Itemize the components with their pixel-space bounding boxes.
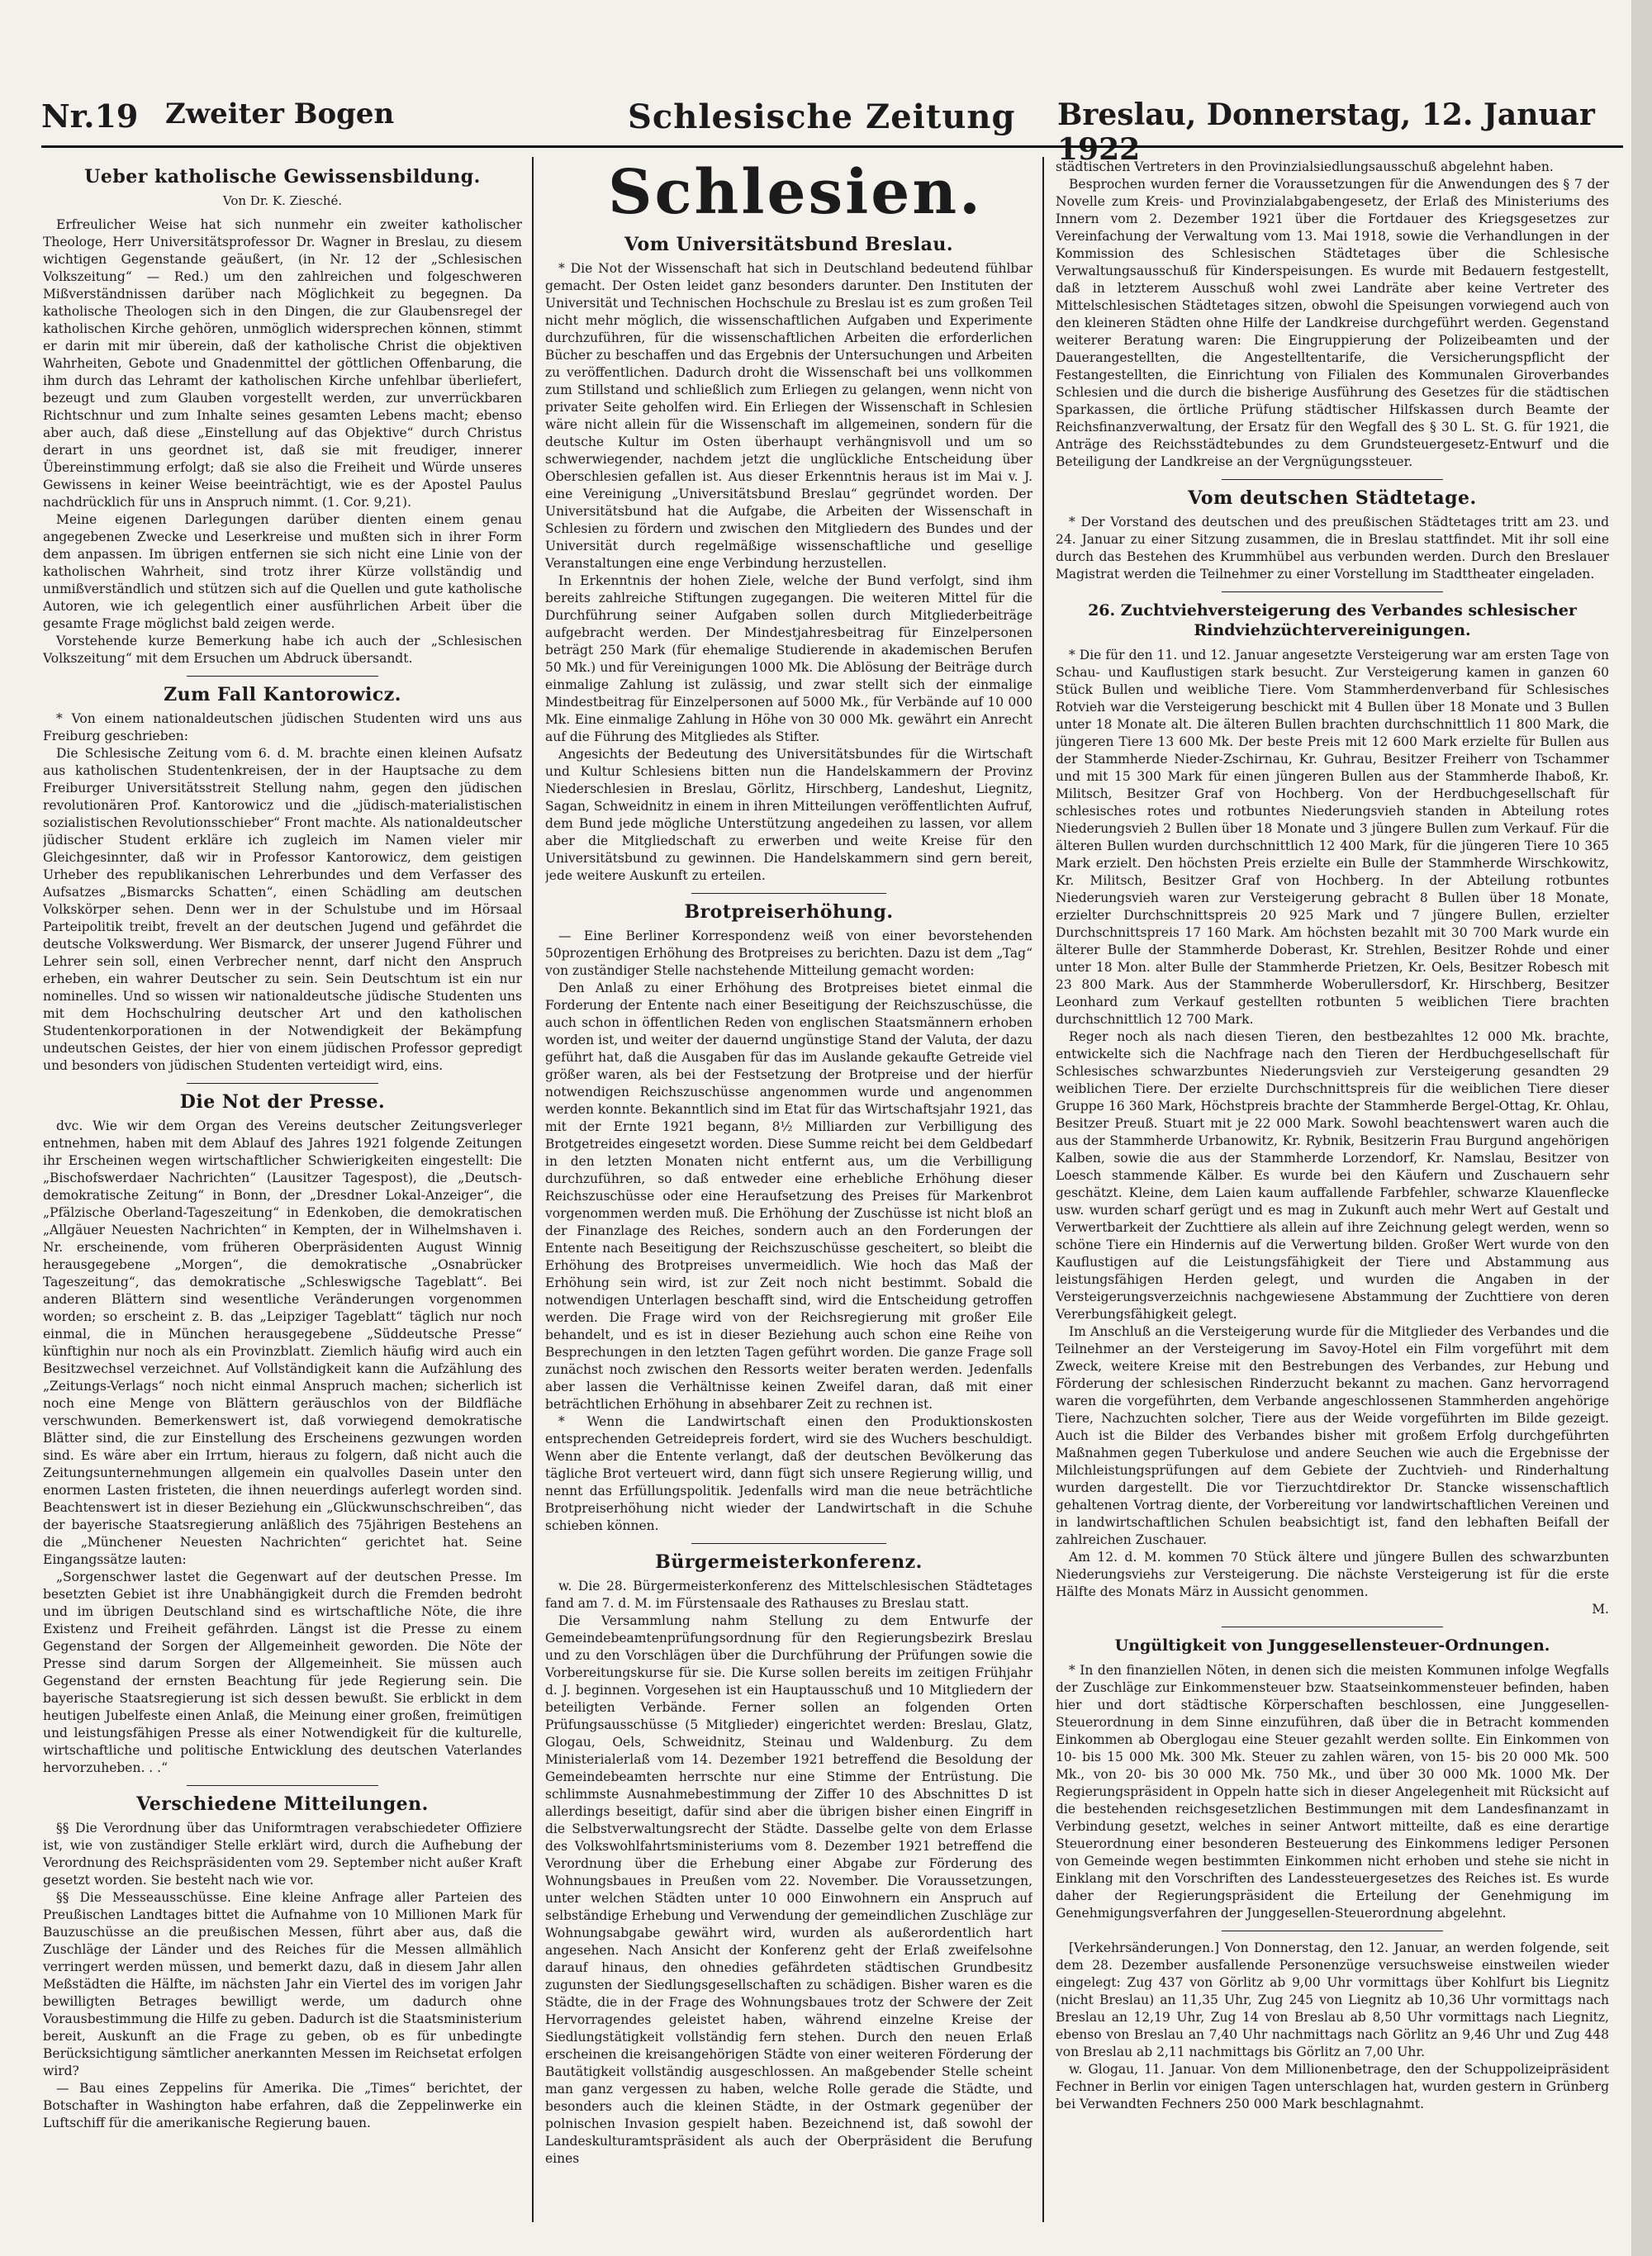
column-3 xyxy=(1056,159,1609,2232)
paragraph: In Erkenntnis der hohen Ziele, welche der Bund verfolgt, sind ihm bereits zahlreiche Stiftungen zugegangen. Die weiteren Mittel für die Durchführung seiner Aufgaben sollen durch Mitgliederbeiträge aufgebracht werden. Der Mindestjahresbeitrag für Einzelpersonen beträgt 250 Mark (für ehemalige Studierende in akademischen Berufen 50 Mk.) und für Vereinigungen 1000 Mk. Die Ablösung der Beiträge durch einmalige Zahlung ist zulässig, und zwar stellt sich der einmalige Mindestbeitrag für Einzelpersonen auf 5000 Mk., für Verbände auf 10 000 Mk. Eine einmalige Zahlung in Höhe von 30 000 Mk. gewährt ein Anrecht auf die Führung des Mitgliedes als Stifter. xyxy=(545,573,1032,744)
paragraph-glogau: w. Glogau, 11. Januar. Von dem Millionenbetrage, den der Schuppolizeipräsident Fechner in Berlin vor einigen Tagen unterschlagen hat, wurden gestern in Grünberg bei Verwandten Fechners 250 000 Mark beschlagnahmt. xyxy=(1056,2062,1609,2111)
separator xyxy=(187,1785,378,1786)
paragraph: städtischen Vertreters in den Provinzialsiedlungsausschuß abgelehnt haben. xyxy=(1056,159,1554,174)
masthead-rule xyxy=(41,145,1623,148)
paragraph: Erfreulicher Weise hat sich nunmehr ein zweiter katholischer Theologe, Herr Universitätsprofessor Dr. Wagner in Breslau, zu diesem wichtigen Gegenstande geäußert, (in Nr. 12 der „Schlesischen Volkszeitung“ — Red.) um den zahlreichen und folgeschweren Mißverständnissen darüber nach Möglichkeit zu begegnen. Da katholische Theologen sich in den Dingen, die zur Glaubensregel der katholischen Kirche gehören, unmöglich widersprechen können, stimmt er darin mit mir überein, daß der katholische Christ die objektiven Wahrheiten, Gebote und Gnadenmittel der göttlichen Offenbarung, die ihm durch das Lehramt der katholischen Kirche unfehlbar überliefert, bezeugt und zum Glauben vorgestellt werden, zur unverrückbaren Richtschnur und zum Inhalte seines gesamten Lebens macht; ebenso aber auch, daß diese „Einstellung auf das Objektive“ durch Christus derart in uns geordnet ist, daß sie mit freudiger, innerer Übereinstimmung erfolgt; daß sie also die Freiheit und Würde unseres Gewissens in keiner Weise beeinträchtigt, wie es der Apostel Paulus nachdrücklich für uns in Anspruch nimmt. (1. Cor. 9,21). xyxy=(43,217,522,510)
paragraph: §§ Die Verordnung über das Uniformtragen verabschiedeter Offiziere ist, wie von zuständiger Stelle erklärt wird, durch die Aufhebung der Verordnung des Reichspräsidenten vom 29. September nicht außer Kraft gesetzt worden. Sie besteht nach wie vor. xyxy=(43,1821,522,1888)
separator xyxy=(1222,591,1443,592)
paragraph: Angesichts der Bedeutung des Universitätsbundes für die Wirtschaft und Kultur Schlesiens bitten nun die Handelskammern der Provinz Niederschlesien in Breslau, Görlitz, Hirschberg, Landeshut, Liegnitz, Sagan, Schweidnitz in einem in ihren Mitteilungen veröffentlichten Aufruf, dem Bund jede mögliche Unterstützung angedeihen zu lassen, vor allem aber die Mitgliedschaft zu erwerben und weite Kreise für den Universitätsbund zu gewinnen. Die Handelskammern sind gern bereit, jede weitere Auskunft zu erteilen. xyxy=(545,747,1032,883)
paragraph: Die Schlesische Zeitung vom 6. d. M. brachte einen kleinen Aufsatz aus katholischen Studentenkreisen, der in der Hauptsache zu dem Freiburger Universitätsstreit Stellung nahm, gegen den jüdischen revolutionären Prof. Kantorowicz und die „jüdisch-materialistischen sozialistischen Revolutionsschieber“ Front machte. Als nationaldeutscher jüdischer Student erkläre ich zugleich im Namen vieler mir Gleichgesinnter, daß wir in Professor Kantorowicz, dem geistigen Urheber des republikanischen Lehrerbundes und dem Verfasser des Aufsatzes „Bismarcks Schatten“, einen Schädling am deutschen Volkskörper sehen. Denn wer in der Schulstube und im Hörsaal Parteipolitik treibt, frevelt an der deutschen Jugend und gefährdet die deutsche Volkswerdung. Wer Bismarck, der unserer Jugend Führer und Lehrer sein soll, einen Verbrecher nennt, darf nicht den Anspruch erheben, ein wahrer Deutscher zu sein. Sein Deutschtum ist ein nur nominelles. Und so wissen wir nationaldeutsche jüdische Studenten uns mit dem Hochschulring deutscher Art und den katholischen Studentenkorporationen in der Notwendigkeit der Bekämpfung undeutschen Geistes, der hier von einem jüdischen Professor gepredigt und besonders von jüdischen Studenten verteidigt wird, eins. xyxy=(43,746,522,1073)
column-1 xyxy=(43,159,522,2232)
newspaper-title: Schlesische Zeitung xyxy=(628,97,1016,136)
section-label: Zweiter Bogen xyxy=(165,97,395,131)
paragraph: * Die Not der Wissenschaft hat sich in Deutschland bedeutend fühlbar gemacht. Der Osten leidet ganz besonders darunter. Den Instituten der Universität und Technischen Hochschule zu Breslau ist es zum großen Teil nicht mehr möglich, die wissenschaftlichen Aufgaben und Experimente durchzuführen, für die wissenschaftlichen Arbeiten die erforderlichen Bücher zu beschaffen und das Ergebnis der Untersuchungen und Arbeiten zu veröffentlichen. Dadurch droht die Wissenschaft bei uns vollkommen zum Stillstand und schließlich zum Erliegen zu gelangen, wenn nicht von privater Seite geholfen wird. Ein Erliegen der Wissenschaft in Schlesien wäre nicht allein für die Wissenschaft im allgemeinen, sondern für die deutsche Kultur im Osten überhaupt verhängnisvoll und um so schwerwiegender, nachdem jetzt die unglückliche Entscheidung über Oberschlesien gefallen ist. Aus dieser Erkenntnis heraus ist im Mai v. J. eine Vereinigung „Universitätsbund Breslau“ gegründet worden. Der Universitätsbund hat die Aufgabe, die Arbeiten der Wissenschaft in Schlesien zu fördern und zwischen den Mitgliedern des Bundes und der Universität durch regelmäßige wissenschaftliche und gesellige Veranstaltungen eine enge Verbindung herzustellen. xyxy=(545,261,1032,571)
paragraph: dvc. Wie wir dem Organ des Vereins deutscher Zeitungsverleger entnehmen, haben mit dem Ablauf des Jahres 1921 folgende Zeitungen ihr Erscheinen wegen wirtschaftlicher Schwierigkeiten eingestellt: Die „Bischofswerdaer Nachrichten“ (Lausitzer Tagespost), die „Deutsch-demokratische Zeitung“ in Bonn, der „Dresdner Lokal-Anzeiger“, die „Pfälzische Oberland-Tageszeitung“ in Edenkoben, die demokratischen „Allgäuer Neuesten Nachrichten“ in Kempten, der in Wilhelmshaven i. Nr. erscheinende, vom früheren Oberpräsidenten August Winnig herausgegebene „Morgen“, die demokratische „Osnabrücker Tageszeitung“, das demokratische „Schleswigsche Tageblatt“. Bei anderen Blättern sind wesentliche Veränderungen vorgenommen worden; so erscheint z. B. das „Leipziger Tageblatt“ täglich nur noch einmal, die in München herausgegebene „Süddeutsche Presse“ künftighin nur noch als ein Provinzblatt. Ziemlich häufig wird auch ein Besitzwechsel verzeichnet. Auf Vollständigkeit kann die Aufzählung des „Zeitungs-Verlags“ noch nicht einmal Anspruch machen; sicherlich ist noch eine Menge von Blättern geräuschlos von der Bildfläche verschwunden. Bemerkenswert ist, daß vorwiegend demokratische Blätter sind, die zur Einstellung des Erscheinens gezwungen worden sind. Es wäre aber ein Irrtum, hieraus zu folgern, daß nicht auch die Zeitungsunternehmungen allgemein ein qualvolles Dasein unter den enormen Lasten fristeten, die ihnen neuerdings auferlegt worden sind. Beachtenswert ist in dieser Beziehung ein „Glückwunschschreiben“, das der bayerische Staatsregierung anläßlich des 75jährigen Bestehens an die „Münchener Neuesten Nachrichten“ gerichtet hat. Seine Eingangssätze lauten: xyxy=(43,1119,522,1567)
paragraph: — Bau eines Zeppelins für Amerika. Die „Times“ berichtet, der Botschafter in Washington habe erfahren, daß die Zeppelinwerke ein Luftschiff für die amerikanische Regierung bauen. xyxy=(43,2081,522,2130)
separator xyxy=(1222,479,1443,480)
paragraph: * Wenn die Landwirtschaft einen den Produktionskosten entsprechenden Getreidepreis fordert, wird sie des Wuchers beschuldigt. Wenn aber die Entente verlangt, daß der deutschen Bevölkerung das tägliche Brot verteuert wird, dann fügt sich unsere Regierung willig, und nennt das Erfüllungspolitik. Jedenfalls wird man die neue beträchtliche Brotpreiserhöhung nicht wieder der Landwirtschaft in die Schuhe schieben können. xyxy=(545,1414,1032,1533)
paragraph: Den Anlaß zu einer Erhöhung des Brotpreises bietet einmal die Forderung der Entente nach einer Beseitigung der Reichszuschüsse, die auch schon in öffentlichen Reden von englischen Staatsmännern erhoben worden ist, und weiter der dauernd ungünstige Stand der Valuta, der dazu geführt hat, daß die Ausgaben für das im Auslande gekaufte Getreide viel größer waren, als bei der Festsetzung der Brotpreise und der hierfür notwendigen Reichszuschüsse angenommen wurde und angenommen werden konnte. Bekanntlich sind im Etat für das Wirtschaftsjahr 1921, das mit der Ernte 1921 begann, 8½ Milliarden zur Verbilligung des Brotgetreides eingesetzt worden. Diese Summe reicht bei dem Geldbedarf in den letzten Monaten nicht entfernt aus, um die Verbilligung durchzuführen, so daß entweder eine erhebliche Erhöhung dieser Reichszuschüsse oder eine Heraufsetzung des Preises für Markenbrot vorgenommen werden muß. Die Erhöhung der Zuschüsse ist nicht bloß an der Finanzlage des Reiches, sondern auch an den Forderungen der Entente nach Beseitigung der Reichszuschüsse gescheitert, so bleibt die Erhöhung des Brotpreises unvermeidlich. Wie hoch das Maß der Erhöhung sein wird, ist zur Zeit noch nicht bestimmt. Sobald die notwendigen Unterlagen beschafft sind, wird die Entscheidung getroffen werden. Die Frage wird von der Reichsregierung mit großer Eile behandelt, und es ist in dieser Beziehung auch schon eine Reihe von Besprechungen in den letzten Tagen geführt worden. Die ganze Frage soll zunächst noch zwischen den Ressorts weiter beraten werden. Jedenfalls aber lassen die Verhältnisse keinen Zweifel daran, daß mit einer beträchtlichen Erhöhung in absehbarer Zeit zu rechnen ist. xyxy=(545,981,1032,1412)
separator xyxy=(187,1083,378,1084)
separator xyxy=(691,893,886,894)
paragraph: * In den finanziellen Nöten, in denen sich die meisten Kommunen infolge Wegfalls der Zuschläge zur Einkommensteuer bzw. Staatseinkommensteuer befinden, haben hier und dort städtische Körperschaften beschlossen, eine Junggesellen-Steuerordnung in dem Sinne einzuführen, daß über die in Betracht kommenden Einkommen ab Oberglogau eine Steuer gezahlt werden sollte. Ein Einkommen von 10- bis 15 000 Mk. 300 Mk. Steuer zu zahlen wären, von 15- bis 20 000 Mk. 500 Mk., von 20- bis 30 000 Mk. 750 Mk., und über 30 000 Mk. 1000 Mk. Der Regierungspräsident in Oppeln hatte sich in dieser Angelegenheit mit Rücksicht auf die bestehenden reichsgesetzlichen Bestimmungen mit dem Landesfinanzamt in Verbindung gesetzt, welches in seiner Antwort mitteilte, daß es eine derartige Steuerordnung einer besonderen Besteuerung des Einkommens lediger Personen von Gemeinde wegen bestimmten Einkommen nicht erhoben und stehe sie nicht in Einklang mit den Vorschriften des Landessteuergesetzes des Reiches ist. Es wurde daher der Regierungspräsident die Erteilung der Genehmigung im Genehmigungsverfahren der Junggesellen-Steuerordnung abgelehnt. xyxy=(1056,1663,1609,1921)
paragraph-verkehr: [Verkehrsänderungen.] Von Donnerstag, den 12. Januar, an werden folgende, seit dem 28. Dezember ausfallende Personenzüge versuchsweise einstweilen wieder eingelegt: Zug 437 von Görlitz ab 9,00 Uhr vormittags über Kohlfurt bis Liegnitz (nicht Breslau) an 11,35 Uhr, Zug 245 von Liegnitz ab 10,36 Uhr vormittags nach Breslau an 12,19 Uhr, Zug 14 von Breslau ab 8,50 Uhr vormittags nach Liegnitz, ebenso von Breslau an 7,40 Uhr nachmittags nach Görlitz an 9,46 Uhr und Zug 448 von Breslau ab 2,11 nachmittags bis Görlitz an 7,00 Uhr. xyxy=(1056,1940,1609,2059)
byline: Von Dr. K. Ziesché. xyxy=(222,193,343,208)
paragraph: Im Anschluß an die Versteigerung wurde für die Mitglieder des Verbandes und die Teilnehmer an der Versteigerung im Savoy-Hotel ein Film vorgeführt mit dem Zweck, weitere Kreise mit den Bestrebungen des Verbandes, zur Hebung und Förderung der schlesischen Rinderzucht bekannt zu machen. Ganz hervorragend waren die vorgeführten, dem Verbande angeschlossenen Stammherden angehörige Tiere, Nachzuchten solcher, Tiere aus der Weide vorgeführten im Bilde gezeigt. Auch ist die Bilder des Verbandes bisher mit großem Erfolg durchgeführten Maßnahmen gegen Tuberkulose und andere Seuchen wie auch die Ergebnisse der Milchleistungsprüfungen auf dem Gebiete der Zuchtvieh- und Rinderhaltung wurden dargestellt. Die vor Tierzuchtdirektor Dr. Stancke wissenschaftlich gehaltenen Vortrag diente, der Vorbereitung vor landwirtschaftlichen Vereinen und in landwirtschaftlichen Schulen beabsichtigt ist, fand den lebhaften Beifall der zahlreichen Zuschauer. xyxy=(1056,1324,1609,1547)
paragraph: w. Die 28. Bürgermeisterkonferenz des Mittelschlesischen Städtetages fand am 7. d. M. im Fürstensaale des Rathauses zu Breslau statt. xyxy=(545,1579,1032,1611)
paragraph: §§ Die Messeausschüsse. Eine kleine Anfrage aller Parteien des Preußischen Landtages bittet die Aufnahme von 10 Millionen Mark für Bauzuschüsse an die preußischen Messen, führt aber aus, daß die Zuschläge der Länder und des Reiches für die Messen allmählich verringert werden müssen, und bemerkt dazu, daß in diesem Jahr allen Meßstädten die Hälfte, im nächsten Jahr ein Viertel des im vorigen Jahr bewilligten Betrages bewilligt werde, um dadurch ohne Vorausbestimmung die Hilfe zu geben. Dadurch ist die Staatsministerium bereit, Auskunft an die Frage zu geben, ob es für unbedingte Berücksichtigung sämtlicher anerkannten Messen im Reichsetat erfolgen wird? xyxy=(43,1890,522,2078)
headline-universitaetsbund: Vom Universitätsbund Breslau. xyxy=(624,234,954,255)
paragraph: Vorstehende kurze Bemerkung habe ich auch der „Schlesischen Volkszeitung“ mit dem Ersuchen um Abdruck übersandt. xyxy=(43,634,522,666)
paragraph: Besprochen wurden ferner die Voraussetzungen für die Anwendungen des § 7 der Novelle zum Kreis- und Provinzialabgabengesetz, der Erlaß des Ministeriums des Innern vom 2. Dezember 1921 über die Fortdauer des Kriegsgesetzes zur Vereinfachung der Verwaltung vom 13. Mai 1918, sowie die Verhandlungen in der Kommission des Schlesischen Städtetages über die Schlesische Verwaltungsausschuß für Kinderspeisungen. Es wurde mit Bedauern festgestellt, daß in letzterem Ausschuß wohl zwei Landräte aber keine Vertreter des Mittelschlesischen Städtetages sitzen, obwohl die Speisungen vorwiegend auch von den kleineren Städten ohne Hilfe der Landkreise durchgeführt werden. Gegenstand weiterer Beratung waren: Die Eingruppierung der Polizeibeamten und der Dauerangestellten, die Angestelltentarife, die Versicherungspflicht der Festangestellten, die Einrichtung von Filialen des Kommunalen Giroverbandes Schlesien und die durch die bisherige Ausführung des Gesetzes für die städtischen Sparkassen, die örtliche Prüfung städtischer Hilfskassen durch Beamte der Reichsfinanzverwaltung, der Ersatz für den Wegfall des § 30 L. St. G. für 1921, die Anträge des Reichsstädtebundes zu dem Grundsteuergesetz-Entwurf und die Beteiligung der Landkreise an der Vergnügungssteuer. xyxy=(1056,177,1609,469)
paragraph: Am 12. d. M. kommen 70 Stück ältere und jüngere Bullen des schwarzbunten Niederungsviehs zur Versteigerung. Die nächste Versteigerung ist für die erste Hälfte des Monats März in Aussicht genommen. xyxy=(1056,1550,1609,1599)
paragraph: „Sorgenschwer lastet die Gegenwart auf der deutschen Presse. Im besetzten Gebiet ist ihre Unabhängigkeit durch die Fremden bedroht und im übrigen Deutschland sind es wirtschaftliche Nöte, die ihre Existenz und Freiheit gefährden. Längst ist die Presse zu einem Gegenstand der Sorgen der Allgemeinheit geworden. Die Nöte der Presse sind darum Sorgen der Allgemeinheit. Sie müssen auch Gegenstand der ernsten Beachtung für jede Regierung sein. Die bayerische Staatsregierung ist sich dessen bewußt. Sie erblickt in dem heutigen Jubelfeste einen Anlaß, die Meinung einer großen, freimütigen und leistungsfähigen Presse als einer Notwendigkeit für die kulturelle, wirtschaftliche und politische Entwicklung des deutschen Vaterlandes hervorzuheben. . .“ xyxy=(43,1570,522,1775)
headline-gewissensbildung: Ueber katholische Gewissensbildung. xyxy=(84,166,481,188)
paragraph: Die Versammlung nahm Stellung zu dem Entwurfe der Gemeindebeamtenprüfungsordnung für den Regierungsbezirk Breslau und zu den Vorschlägen über die Durchführung der Prüfungen sowie die Vorbereitungskurse für sie. Die Kurse sollen bereits im zeitigen Frühjahr d. J. beginnen. Vorgesehen ist ein Hauptausschuß und 10 Mitgliedern der beteiligten Verbände. Ferner sollen an folgenden Orten Prüfungsausschüsse (5 Mitglieder) eingerichtet werden: Breslau, Glatz, Glogau, Oels, Schweidnitz, Steinau und Waldenburg. Zu dem Ministerialerlaß vom 14. Dezember 1921 betreffend die Besoldung der Gemeindebeamten herrschte nur eine Stimme der Entrüstung. Die schlimmste Ausnahmebestimmung der Ziffer 10 des Abschnittes D ist allerdings beseitigt, dafür sind aber die übrigen bisher einen Eingriff in die Selbstverwaltungsrecht der Städte. Dasselbe gelte von dem Erlasse des Volkswohlfahrtsministeriums vom 8. Dezember 1921 betreffend die Verordnung über die Erhebung einer Abgabe zur Förderung des Wohnungsbaues in Preußen vom 22. November. Die Voraussetzungen, unter welchen Städten unter 10 000 Einwohnern ein Anspruch auf selbständige Erhebung und Verwendung der gemeindlichen Zuschläge zur Wohnungsabgabe gewährt wird, wurden als außerordentlich hart angesehen. Nach Ansicht der Konferenz geht der Erlaß zweifelsohne darauf hinaus, den ohnedies gefährdeten städtischen Grundbesitz zugunsten der Siedlungsgesellschaften zu schädigen. Bisher waren es die Städte, die in der Frage des Wohnungsbaues trotz der Schwere der Zeit Hervorragendes geleistet haben, während einzelne Kreise der Siedlungstätigkeit vollständig fern stehen. Durch den neuen Erlaß erscheinen die kreisangehörigen Städte von einer weiteren Förderung der Bautätigkeit vollständig ausgeschlossen. An maßgebender Stelle scheint man ganz vergessen zu haben, welche Rolle gerade die Städte, und besonders auch die kleinen Städte, in der Ostmark gegenüber der polnischen Invasion gespielt haben. Bezeichnend ist, daß sowohl der Landeskulturamtspräsident als auch der Oberpräsident die Berufung eines xyxy=(545,1613,1032,2166)
paragraph: * Die für den 11. und 12. Januar angesetzte Versteigerung war am ersten Tage von Schau- und Kauflustigen stark besucht. Zur Versteigerung kamen in ganzen 60 Stück Bullen und weibliche Tiere. Vom Stammherdenverband für Schlesisches Rotvieh war die Versteigerung beschickt mit 4 Bullen über 18 Monate und 3 Bullen unter 18 Monate alt. Die älteren Bullen brachten durchschnittlich 11 800 Mark, die jüngeren Tiere 13 600 Mk. Der beste Preis mit 12 600 Mark erzielte für Bullen aus der Stammherde Nieder-Zschirnau, Kr. Guhrau, Besitzer Freiherr von Tschammer und mit 15 300 Mark für einen jüngeren Bullen aus der Stammherde Ihaboß, Kr. Militsch, Besitzer Graf von Hochberg. Von der Herdbuchgesellschaft für schlesisches rotes und rotbuntes Niederungsvieh standen in Abteilung rotes Niederungsvieh 2 Bullen über 18 Monate und 3 jüngere Bullen zum Verkauf. Für die älteren Bullen wurden durchschnittlich 12 400 Mark, für die jüngeren Tiere 10 365 Mark erzielt. Den höchsten Preis erzielte ein Bulle der Stammherde Wirschkowitz, Kr. Militsch, Besitzer Graf von Hochberg. In der Abteilung rotbuntes Niederungsvieh waren zur Versteigerung gebracht 8 Bullen über 18 Monate, erzielter Durchschnittspreis 20 925 Mark und 7 jüngere Bullen, erzielter Durchschnittspreis 17 160 Mark. Am höchsten bezahlt mit 30 700 Mark wurde ein älterer Bulle der Stammherde Doberast, Kr. Strehlen, Besitzer Rohde und einer unter 18 Mon. alter Bulle der Stammherde Prietzen, Kr. Oels, Besitzer Robesch mit 23 800 Mark. Aus der Stammherde Woberullersdorf, Kr. Hirschberg, Besitzer Leonhard zum Verkauf gestellten rotbunten 5 weiblichen Tiere brachten durchschnittlich 12 700 Mark. xyxy=(1056,648,1609,1027)
paragraph: Reger noch als nach diesen Tieren, den bestbezahltes 12 000 Mk. brachte, entwickelte sich die Nachfrage nach den Tieren der Herdbuchgesellschaft für Schlesisches schwarzbuntes Niederungsvieh zur Versteigerung gesandten 29 weiblichen Tiere. Der erzielte Durchschnittspreis für die weiblichen Tiere dieser Gruppe 16 360 Mark, Höchstpreis brachte der Stammherde Bergel-Ottag, Kr. Ohlau, Besitzer Preuß. Stuart mit je 22 000 Mark. Sowohl beachtenswert waren auch die aus der Stammherde Urbanowitz, Kr. Rybnik, Besitzerin Frau Burgund angehörigen Kalben, sowie die aus der Stammherde Lorzendorf, Kr. Namslau, Besitzer von Loesch stammende Kälber. Es wurde bei den Käufern und Zuschauern sehr geschätzt. Kleine, dem Laien kaum auffallende Farbfehler, schwarze Klauenflecke usw. wurden scharf gerügt und es mag in Zukunft auch mehr Wert auf Gestalt und Verwertbarkeit der Zuchttiere als allein auf ihre Zeichnung gelegt werden, wenn so schöne Tiere ein Hindernis auf die Verwertung bilden. Großer Wert wurde von den Kauflustigen auf die Leistungsfähigkeit der Tiere und Abstammung aus leistungsfähigen Herden gelegt, und wurden die Angaben in der Versteigerungsverzeichnis nachgewiesene Abstammung der Zuchttiere von deren Vererbungsfähigkeit gelegt. xyxy=(1056,1029,1609,1322)
page-edge xyxy=(1631,0,1652,2256)
separator xyxy=(187,676,378,677)
headline-junggesellensteuer: Ungültigkeit von Junggesellensteuer-Ordnungen. xyxy=(1114,1636,1550,1655)
section-title-schlesien: Schlesien. xyxy=(608,159,983,228)
paragraph: — Eine Berliner Korrespondenz weiß von einer bevorstehenden 50prozentigen Erhöhung des Brotpreises zu berichten. Dazu ist dem „Tag“ von zuständiger Stelle nachstehende Mitteilung gemacht worden: xyxy=(545,929,1032,978)
column-2 xyxy=(545,159,1032,2232)
issue-date: Breslau, Donnerstag, 12. Januar 1922 xyxy=(1057,97,1595,167)
headline-staedtetag: Vom deutschen Städtetage. xyxy=(1188,487,1477,509)
headline-buergermeisterkonferenz: Bürgermeisterkonferenz. xyxy=(655,1551,923,1573)
headline-kantorowicz: Zum Fall Kantorowicz. xyxy=(164,684,401,705)
headline-mitteilungen: Verschiedene Mitteilungen. xyxy=(136,1793,429,1815)
headline-brotpreis: Brotpreiserhöhung. xyxy=(684,901,894,923)
paragraph: * Der Vorstand des deutschen und des preußischen Städtetages tritt am 23. und 24. Januar zu einer Sitzung zusammen, die in Breslau stattfindet. Mit ihr soll eine durch das Bestehen des Krummhübel aus verbunden werden. Durch den Breslauer Magistrat werden die Teilnehmer zu einer Vorstellung im Stadttheater eingeladen. xyxy=(1056,515,1609,582)
headline-zuchtviehversteigerung: 26. Zuchtviehversteigerung des Verbandes schlesischer Rindviehzüchtervereinigungen. xyxy=(1088,601,1577,639)
separator xyxy=(691,1543,886,1544)
signature: M. xyxy=(1592,1602,1609,1617)
headline-not-der-presse: Die Not der Presse. xyxy=(179,1091,386,1113)
paragraph: * Von einem nationaldeutschen jüdischen Studenten wird uns aus Freiburg geschrieben: xyxy=(43,711,522,743)
paragraph: Meine eigenen Darlegungen darüber dienten einem genau angegebenen Zwecke und Leserkreise und mußten sich in ihrer Form dem anpassen. Im übrigen entfernen sie sich nicht eine Linie von der katholischen Wahrheit, sind trotz ihrer Kürze vollständig und unmißverständlich und stützen sich auf die Quellen und gute katholische Autoren, wie ich gelegentlich einer ausführlichen Arbeit über die gesamte Frage möglichst bald zeigen werde. xyxy=(43,512,522,631)
column-rule-1 xyxy=(532,157,534,2222)
column-rule-2 xyxy=(1042,157,1044,2222)
issue-number: Nr.19 xyxy=(41,97,139,135)
